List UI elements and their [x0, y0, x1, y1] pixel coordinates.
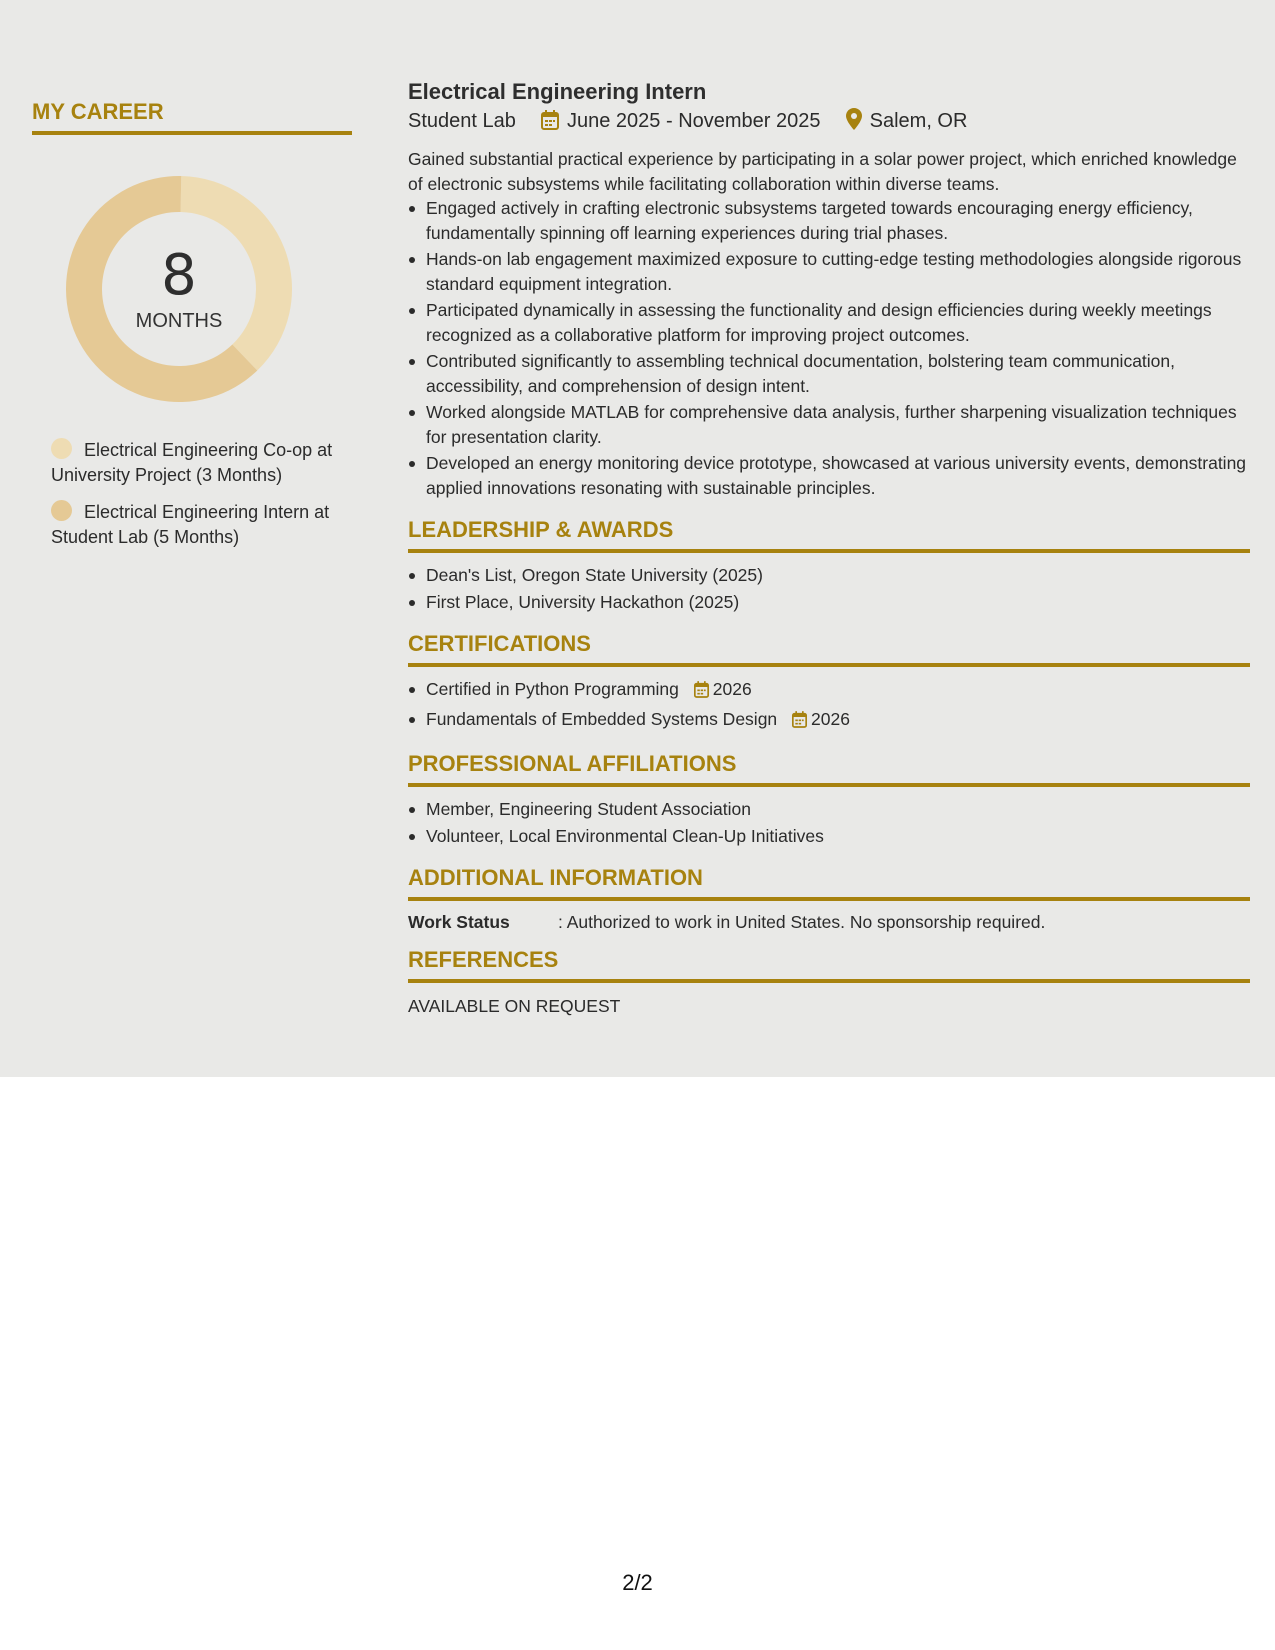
certification-year: 2026	[712, 679, 752, 699]
certification-name: Fundamentals of Embedded Systems Design	[426, 708, 778, 729]
work-status-row	[408, 910, 1250, 934]
section-rule	[408, 979, 1250, 983]
donut-total-unit: MONTHS	[135, 310, 223, 332]
legend-swatch-2	[51, 500, 72, 521]
leadership-heading: LEADERSHIP & AWARDS	[408, 517, 674, 542]
job-title: Electrical Engineering Intern	[408, 79, 707, 104]
page-number: 2/2	[622, 1570, 653, 1595]
job-meta	[408, 107, 1250, 138]
job-dates: June 2025 - November 2025	[567, 110, 821, 132]
location-pin-icon	[846, 108, 862, 138]
calendar-icon	[541, 110, 559, 138]
legend-label: Electrical Engineering Co-op at University Project (3 Months)	[51, 440, 333, 485]
job-company: Student Lab	[408, 110, 516, 132]
section-rule	[408, 783, 1250, 787]
additional-info-section	[408, 866, 1250, 934]
work-status-value: : Authorized to work in United States. No sponsorship required.	[558, 912, 1046, 932]
affiliation-item: Volunteer, Local Environmental Clean-Up Initiatives	[408, 824, 1250, 849]
job-summary: Gained substantial practical experience by participating in a solar power project, which enriched knowledge of electronic subsystems while facilitating collaboration within diverse teams.	[408, 149, 1237, 194]
section-rule	[408, 549, 1250, 553]
legend-item	[51, 438, 351, 488]
career-donut-chart	[66, 176, 292, 402]
career-sidebar	[32, 99, 352, 547]
leadership-section	[408, 518, 1250, 614]
additional-info-heading: ADDITIONAL INFORMATION	[408, 865, 703, 890]
references-section	[408, 948, 1250, 1018]
job-bullet: Participated dynamically in assessing the functionality and design efficiencies during weekly meetings recognized as a collaborative platform for improving project outcomes.	[408, 298, 1250, 347]
leadership-item: First Place, University Hackathon (2025)	[408, 590, 1250, 615]
job-bullets	[408, 196, 1250, 500]
affiliation-item: Member, Engineering Student Association	[408, 797, 1250, 822]
certification-year: 2026	[811, 708, 850, 729]
legend-item	[51, 500, 351, 550]
references-heading: REFERENCES	[408, 947, 559, 972]
job-bullet: Contributed significantly to assembling technical documentation, bolstering team communication, accessibility, and comprehension of design intent.	[408, 349, 1250, 398]
affiliations-section	[408, 752, 1250, 848]
job-bullet: Hands-on lab engagement maximized exposure to cutting-edge testing methodologies alongside rigorous standard equipment integration.	[408, 247, 1250, 296]
affiliations-heading: PROFESSIONAL AFFILIATIONS	[408, 751, 737, 776]
career-legend	[51, 438, 351, 562]
certifications-section	[408, 632, 1250, 734]
legend-label: Electrical Engineering Intern at Student Lab (5 Months)	[51, 502, 330, 547]
certifications-heading: CERTIFICATIONS	[408, 631, 591, 656]
section-rule	[408, 897, 1250, 901]
main-content	[408, 78, 1250, 1018]
legend-swatch-1	[51, 438, 72, 459]
job-bullet: Developed an energy monitoring device prototype, showcased at various university events, demonstrating applied innovations resonating with sustainable principles.	[408, 451, 1250, 500]
career-heading: MY CAREER	[32, 99, 164, 124]
calendar-icon	[694, 680, 709, 705]
job-bullet: Engaged actively in crafting electronic subsystems targeted towards encouraging energy efficiency, fundamentally spinning off learning experiences during trial phases.	[408, 196, 1250, 245]
references-text: AVAILABLE ON REQUEST	[408, 996, 621, 1016]
job-location: Salem, OR	[869, 110, 968, 132]
career-heading-rule	[32, 131, 352, 135]
section-rule	[408, 663, 1250, 667]
certification-item	[408, 707, 1250, 735]
work-status-label: Work Status	[408, 912, 510, 932]
donut-total-value: 8	[161, 243, 197, 308]
certification-item	[408, 677, 1250, 705]
leadership-item: Dean's List, Oregon State University (2025)	[408, 563, 1250, 588]
job-bullet: Worked alongside MATLAB for comprehensive data analysis, further sharpening visualization techniques for presentation clarity.	[408, 400, 1250, 449]
certification-name: Certified in Python Programming	[426, 679, 679, 699]
calendar-icon	[792, 710, 807, 735]
